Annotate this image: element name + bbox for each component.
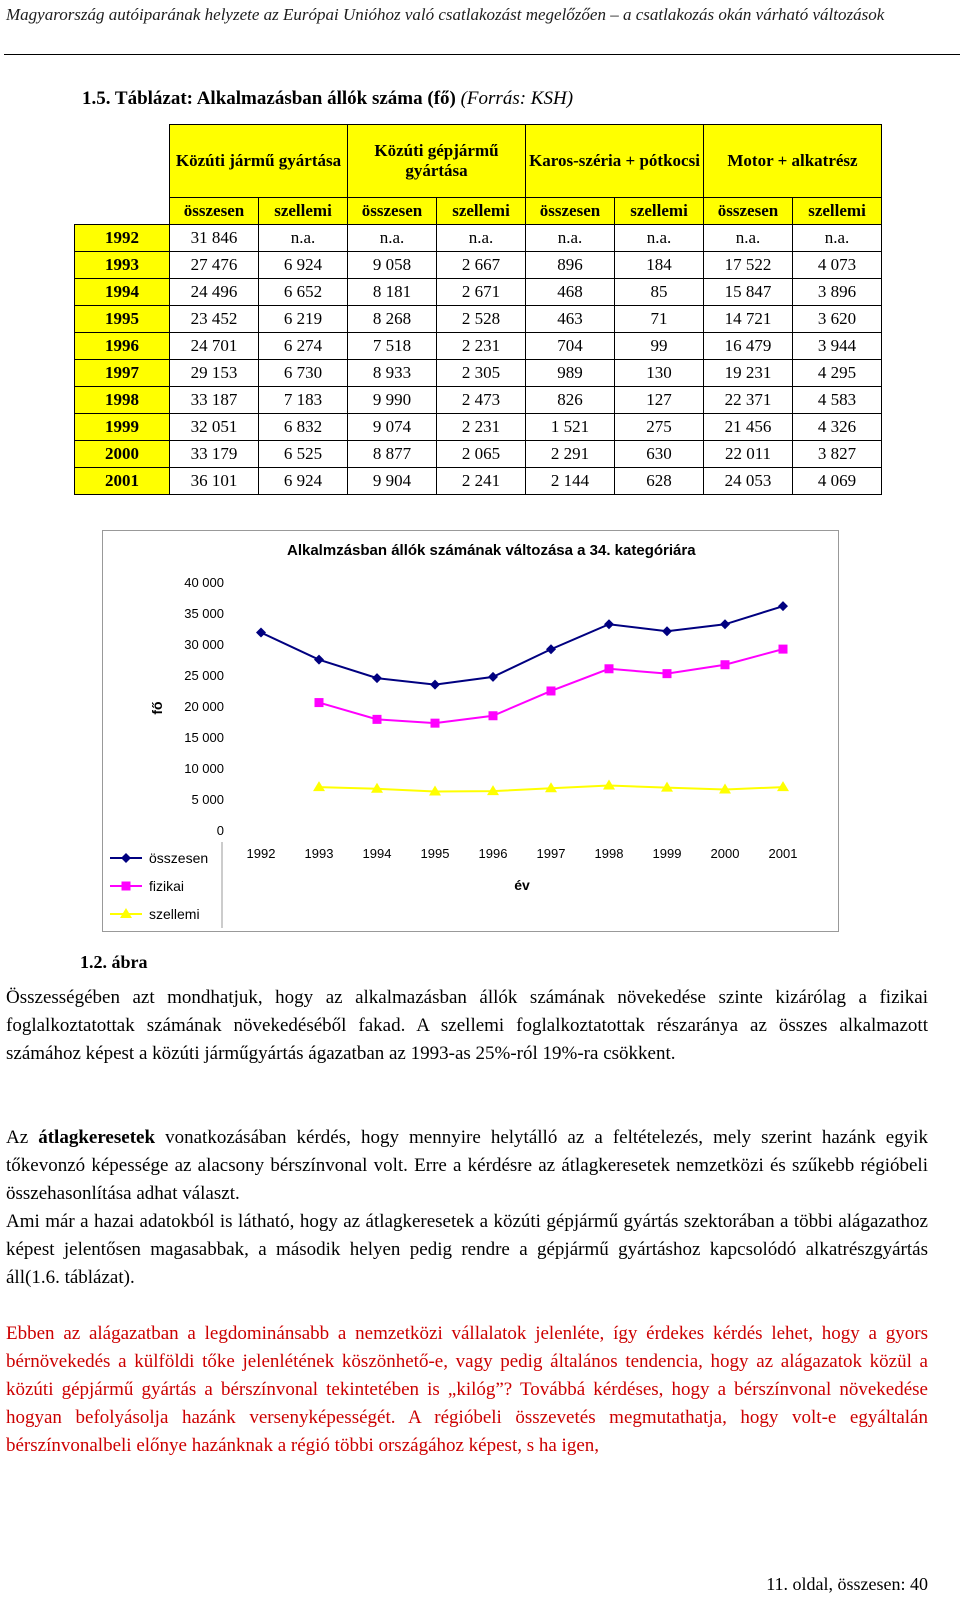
- table-value-cell: 989: [526, 360, 615, 387]
- table-value-cell: 2 231: [437, 414, 526, 441]
- table-value-cell: n.a.: [526, 225, 615, 252]
- paragraph-wages-bold: átlagkeresetek: [38, 1127, 156, 1148]
- table-source: (Forrás: KSH): [460, 88, 574, 109]
- table-value-cell: 6 219: [259, 306, 348, 333]
- table-value-cell: 184: [615, 252, 704, 279]
- table-value-cell: 22 011: [704, 441, 793, 468]
- table-value-cell: 19 231: [704, 360, 793, 387]
- data-point-triangle: [603, 779, 615, 789]
- table-year-cell: 1996: [75, 333, 170, 360]
- table-value-cell: 2 291: [526, 441, 615, 468]
- table-value-cell: 1 521: [526, 414, 615, 441]
- document-header-title: Magyarország autóiparának helyzete az Európai Unióhoz való csatlakozást megelőzően – a csatlakozás okán várható változások: [6, 5, 885, 24]
- table-subheader: összesen: [704, 198, 793, 225]
- y-tick-label: 15 000: [184, 730, 224, 745]
- table-value-cell: 33 187: [170, 387, 259, 414]
- y-tick-label: 5 000: [191, 792, 224, 807]
- table-row: [75, 225, 882, 252]
- data-point-square: [122, 882, 131, 891]
- table-value-cell: 21 456: [704, 414, 793, 441]
- table-group-header: Közúti gépjármű gyártása: [348, 125, 526, 198]
- table-row: [75, 279, 882, 306]
- table-value-cell: 6 652: [259, 279, 348, 306]
- data-point-square: [605, 664, 614, 673]
- table-value-cell: 3 827: [793, 441, 882, 468]
- table-value-cell: 8 268: [348, 306, 437, 333]
- table-year-cell: 1999: [75, 414, 170, 441]
- y-tick-label: 20 000: [184, 699, 224, 714]
- table-value-cell: 127: [615, 387, 704, 414]
- data-point-diamond: [121, 853, 131, 863]
- table-year-cell: 2000: [75, 441, 170, 468]
- table-subheader: összesen: [170, 198, 259, 225]
- table-group-header: Motor + alkatrész: [704, 125, 882, 198]
- data-point-square: [721, 660, 730, 669]
- table-value-cell: 463: [526, 306, 615, 333]
- table-value-cell: 2 241: [437, 468, 526, 495]
- y-tick-label: 25 000: [184, 668, 224, 683]
- data-point-diamond: [430, 680, 440, 690]
- table-subheader: szellemi: [615, 198, 704, 225]
- x-tick-label: 1999: [652, 846, 682, 861]
- legend-label: fizikai: [149, 878, 185, 894]
- table-value-cell: 9 058: [348, 252, 437, 279]
- table-value-cell: 23 452: [170, 306, 259, 333]
- data-point-square: [431, 719, 440, 728]
- table-row: [75, 252, 882, 279]
- table-value-cell: 896: [526, 252, 615, 279]
- table-value-cell: 275: [615, 414, 704, 441]
- table-row: [75, 441, 882, 468]
- header-divider: [4, 54, 960, 55]
- table-value-cell: 4 073: [793, 252, 882, 279]
- table-value-cell: n.a.: [615, 225, 704, 252]
- table-value-cell: 15 847: [704, 279, 793, 306]
- table-row: [75, 414, 882, 441]
- table-value-cell: 4 326: [793, 414, 882, 441]
- table-subheader-row: [75, 198, 882, 225]
- legend-label: összesen: [149, 850, 209, 866]
- data-point-triangle: [313, 781, 325, 791]
- table-value-cell: 3 896: [793, 279, 882, 306]
- table-value-cell: 24 496: [170, 279, 259, 306]
- table-value-cell: 4 069: [793, 468, 882, 495]
- table-value-cell: 22 371: [704, 387, 793, 414]
- x-tick-label: 2001: [768, 846, 798, 861]
- data-point-square: [663, 669, 672, 678]
- x-tick-label: 1993: [304, 846, 334, 861]
- table-value-cell: 6 832: [259, 414, 348, 441]
- data-point-diamond: [256, 628, 266, 638]
- table-value-cell: 9 990: [348, 387, 437, 414]
- table-value-cell: 36 101: [170, 468, 259, 495]
- table-row: [75, 360, 882, 387]
- employment-table: [74, 124, 882, 495]
- table-value-cell: 24 053: [704, 468, 793, 495]
- table-value-cell: 85: [615, 279, 704, 306]
- paragraph-highlighted: Ebben az alágazatban a legdominánsabb a nemzetközi vállalatok jelenléte, így érdekes kérdés lehet, hogy a gyors bérnövekedés a külföldi tőke jelenlétének köszönhető-e, vagy pedig általános tendencia, hogy az alágazatok közül a közúti gépjármű gyártás a bérszínvonal tekintetében is „kilóg”? Továbbá kérdéses, hogy a bérszínvonal növekedése hogyan befolyásolja hazánk versenyképességét. A régióbeli összevetés megmutathatja, hogy volt-e egyáltalán bérszínvonalbeli előnye hazánknak a régió többi országához képest, s ha igen,: [6, 1323, 928, 1456]
- table-value-cell: 628: [615, 468, 704, 495]
- employment-line-chart: [102, 530, 837, 930]
- table-value-cell: 31 846: [170, 225, 259, 252]
- table-year-cell: 1997: [75, 360, 170, 387]
- table-value-cell: 6 924: [259, 252, 348, 279]
- table-value-cell: 71: [615, 306, 704, 333]
- table-value-cell: 9 074: [348, 414, 437, 441]
- table-value-cell: n.a.: [348, 225, 437, 252]
- table-value-cell: 8 877: [348, 441, 437, 468]
- figure-label: 1.2. ábra: [80, 952, 148, 972]
- table-subheader: összesen: [348, 198, 437, 225]
- data-point-square: [547, 686, 556, 695]
- table-group-header-row: [75, 125, 882, 198]
- table-value-cell: 3 944: [793, 333, 882, 360]
- data-point-diamond: [778, 601, 788, 611]
- y-tick-label: 10 000: [184, 761, 224, 776]
- table-value-cell: 8 933: [348, 360, 437, 387]
- y-tick-label: 0: [216, 823, 224, 838]
- paragraph-wages-rest: vonatkozásában kérdés, hogy mennyire helytálló az a feltételezés, mely szerint hazánk egyik tőkevonzó képessége az alacsony bérszínvonal volt. Erre a kérdésre az átlagkeresetek nemzetközi és szűkebb régióbeli összehasonlítása adhat választ.: [6, 1127, 928, 1204]
- x-tick-label: 1998: [594, 846, 624, 861]
- table-subheader: összesen: [526, 198, 615, 225]
- data-point-square: [779, 645, 788, 654]
- table-value-cell: 3 620: [793, 306, 882, 333]
- table-value-cell: 6 274: [259, 333, 348, 360]
- table-value-cell: 2 231: [437, 333, 526, 360]
- data-point-square: [315, 698, 324, 707]
- x-tick-label: 1992: [246, 846, 276, 861]
- table-value-cell: 6 924: [259, 468, 348, 495]
- table-subheader: szellemi: [259, 198, 348, 225]
- table-year-cell: 2001: [75, 468, 170, 495]
- table-year-cell: 1993: [75, 252, 170, 279]
- data-point-diamond: [720, 619, 730, 629]
- table-caption: [82, 88, 573, 110]
- data-point-diamond: [372, 673, 382, 683]
- x-tick-label: 1996: [478, 846, 508, 861]
- table-year-cell: 1994: [75, 279, 170, 306]
- table-corner-cell: [75, 125, 170, 225]
- table-value-cell: n.a.: [259, 225, 348, 252]
- data-point-diamond: [546, 644, 556, 654]
- data-point-diamond: [662, 626, 672, 636]
- table-value-cell: 130: [615, 360, 704, 387]
- table-value-cell: 9 904: [348, 468, 437, 495]
- table-value-cell: 4 583: [793, 387, 882, 414]
- table-value-cell: 99: [615, 333, 704, 360]
- data-point-diamond: [314, 655, 324, 665]
- table-value-cell: 2 305: [437, 360, 526, 387]
- table-value-cell: 2 473: [437, 387, 526, 414]
- table-value-cell: 630: [615, 441, 704, 468]
- table-value-cell: 33 179: [170, 441, 259, 468]
- table-group-header: Karos-széria + pótkocsi: [526, 125, 704, 198]
- data-point-diamond: [488, 672, 498, 682]
- table-value-cell: 2 065: [437, 441, 526, 468]
- table-value-cell: n.a.: [437, 225, 526, 252]
- table-value-cell: 2 671: [437, 279, 526, 306]
- paragraph-wages-prefix: Az: [6, 1127, 39, 1148]
- series-line-fizikai: [319, 649, 783, 723]
- table-year-cell: 1992: [75, 225, 170, 252]
- table-value-cell: 17 522: [704, 252, 793, 279]
- table-subheader: szellemi: [437, 198, 526, 225]
- table-value-cell: 16 479: [704, 333, 793, 360]
- table-value-cell: 704: [526, 333, 615, 360]
- y-tick-label: 35 000: [184, 606, 224, 621]
- legend-label: szellemi: [149, 906, 200, 922]
- data-point-triangle: [777, 781, 789, 791]
- table-row: [75, 387, 882, 414]
- page-footer: 11. oldal, összesen: 40: [766, 1574, 928, 1594]
- y-tick-label: 40 000: [184, 575, 224, 590]
- table-value-cell: 32 051: [170, 414, 259, 441]
- table-year-cell: 1998: [75, 387, 170, 414]
- table-value-cell: 826: [526, 387, 615, 414]
- x-tick-label: 1994: [362, 846, 392, 861]
- table-value-cell: 8 181: [348, 279, 437, 306]
- x-tick-label: 1995: [420, 846, 450, 861]
- paragraph-domestic: Ami már a hazai adatokból is látható, hogy az átlagkeresetek a közúti gépjármű gyártás szektorában a többi alágazathoz képest jelentősen magasabbak, a második helyen pedig rendre a gépjármű gyártáshoz kapcsolódó alkatrészgyártás áll(1.6. táblázat).: [6, 1211, 928, 1288]
- x-tick-label: 1997: [536, 846, 566, 861]
- table-value-cell: 2 528: [437, 306, 526, 333]
- table-value-cell: n.a.: [704, 225, 793, 252]
- table-row: [75, 333, 882, 360]
- table-caption-text: 1.5. Táblázat: Alkalmazásban állók száma (fő): [82, 88, 456, 109]
- table-subheader: szellemi: [793, 198, 882, 225]
- paragraph-wages: [6, 1124, 928, 1208]
- table-value-cell: 6 730: [259, 360, 348, 387]
- table-value-cell: 468: [526, 279, 615, 306]
- table-row: [75, 306, 882, 333]
- table-value-cell: n.a.: [793, 225, 882, 252]
- table-value-cell: 24 701: [170, 333, 259, 360]
- paragraph-summary: Összességében azt mondhatjuk, hogy az alkalmazásban állók számának növekedése szinte kizárólag a fizikai foglalkoztatottak számának növekedéséből fakad. A szellemi foglalkoztatottak részaránya az összes alkalmazott számához képest a közúti járműgyártás ágazatban az 1993-as 25%-ról 19%-ra csökkent.: [6, 987, 928, 1064]
- data-point-square: [373, 715, 382, 724]
- y-tick-label: 30 000: [184, 637, 224, 652]
- data-point-diamond: [604, 619, 614, 629]
- table-value-cell: 7 518: [348, 333, 437, 360]
- table-value-cell: 4 295: [793, 360, 882, 387]
- table-value-cell: 7 183: [259, 387, 348, 414]
- table-value-cell: 6 525: [259, 441, 348, 468]
- x-tick-label: 2000: [710, 846, 740, 861]
- table-year-cell: 1995: [75, 306, 170, 333]
- table-value-cell: 2 144: [526, 468, 615, 495]
- chart-title: Alkalmzásban állók számának változása a 34. kategóriára: [287, 542, 696, 559]
- table-group-header: Közúti jármű gyártása: [170, 125, 348, 198]
- table-value-cell: 2 667: [437, 252, 526, 279]
- y-axis-label: fő: [149, 701, 165, 715]
- table-row: [75, 468, 882, 495]
- series-line-összesen: [261, 606, 783, 684]
- data-point-square: [489, 711, 498, 720]
- table-value-cell: 14 721: [704, 306, 793, 333]
- x-axis-label: év: [514, 877, 530, 893]
- table-value-cell: 29 153: [170, 360, 259, 387]
- table-value-cell: 27 476: [170, 252, 259, 279]
